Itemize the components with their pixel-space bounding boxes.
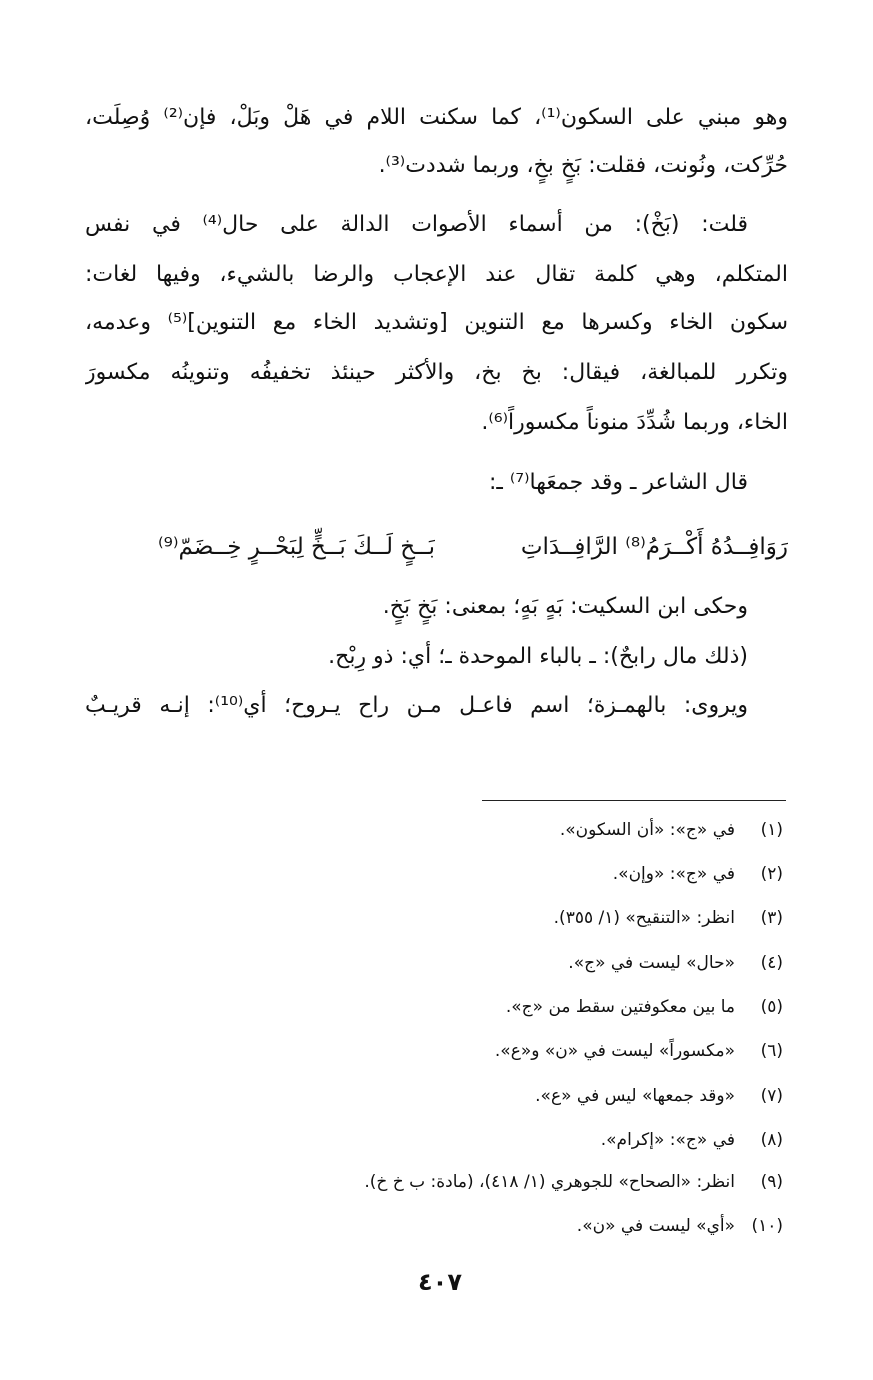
body-line-8: قال الشاعر ـ وقد جمعَها⁽⁷⁾ ـ: [489,470,748,495]
footnote-number: (٦) [760,1041,783,1061]
footnote-text: «وقد جمعها» ليس في «ع». [535,1086,735,1106]
footnote-number: (٩) [760,1172,783,1192]
footnote [93,1036,783,1066]
footnote-number: (٣) [760,908,783,928]
body-line-4: المتكلم، وهي كلمة تقال عند الإعجاب والرضا بالشيء، وفيها لغات: [85,262,788,287]
footnote [93,992,783,1022]
body-line-11: ويروى: بالهمـزة؛ اسم فاعـل مـن راح يـروح؛ أي⁽¹⁰⁾: إنـه قريـبٌ [85,693,748,718]
body-line-3: قلت: (بَخْ): من أسماء الأصوات الدالة على حال⁽⁴⁾ في نفس [85,212,748,237]
footnote [93,948,783,978]
footnote-text: «أي» ليست في «ن». [576,1216,735,1236]
footnote [93,1167,783,1197]
body-line-5: سكون الخاء وكسرها مع التنوين [وتشديد الخاء مع التنوين]⁽⁵⁾ وعدمه، [85,310,788,335]
footnote [93,903,783,933]
footnote-number: (١) [760,820,783,840]
footnote-text: «حال» ليست في «ج». [568,953,735,973]
footnote-number: (٨) [760,1130,783,1150]
body-line-10: (ذلك مال رابحٌ): ـ بالباء الموحدة ـ؛ أي: ذو رِبْح. [328,644,748,669]
body-line-7: الخاء، وربما شُدِّدَ منوناً مكسوراً⁽⁶⁾. [481,410,788,435]
poem-first-hemistich: رَوَافِــدُهُ أَكْــرَمُ⁽⁸⁾ الرَّافِــدَاتِ [520,534,788,560]
body-line-9: وحكى ابن السكيت: بَهٍ بَهٍ؛ بمعنى: بَخٍ بَخٍ. [382,594,748,619]
footnote-text: في «ج»: «وإن». [612,864,735,884]
footnote-text: في «ج»: «أن السكون». [559,820,735,840]
footnote [93,1211,783,1241]
footnote [93,859,783,889]
footnote-number: (١٠) [751,1216,783,1236]
footnote-number: (٥) [760,997,783,1017]
footnote-text: «مكسوراً» ليست في «ن» و«ع». [494,1041,735,1061]
footnote-number: (٤) [760,953,783,973]
page-number: ٤٠٧ [418,1268,462,1296]
footnote-text: انظر: «الصحاح» للجوهري (١/ ٤١٨)، (مادة: ب خ خ). [364,1172,735,1192]
footnote-text: انظر: «التنقيح» (١/ ٣٥٥). [553,908,735,928]
body-line-6: وتكرر للمبالغة، فيقال: بخ بخ، والأكثر حينئذ تخفيفُه وتنوينُه مكسورَ [85,360,788,385]
footnote [93,1081,783,1111]
footnote-number: (٧) [760,1086,783,1106]
footnote-number: (٢) [760,864,783,884]
poem-second-hemistich: بَــخٍ لَــكَ بَــخٍّ لِبَحْــرٍ خِــضَمّ⁽⁹⁾ [157,534,435,560]
footnote [93,815,783,845]
body-line-2: حُرِّكت، ونُونت، فقلت: بَخٍ بخٍ، وربما شددت⁽³⁾. [378,153,788,178]
footnote [93,1125,783,1155]
body-line-1: وهو مبني على السكون⁽¹⁾، كما سكنت اللام في هَلْ وبَلْ، فإن⁽²⁾ وُصِلَت، [85,105,788,130]
footnote-separator [482,800,786,801]
footnote-text: في «ج»: «إكرام». [600,1130,735,1150]
footnote-text: ما بين معكوفتين سقط من «ج». [505,997,735,1017]
